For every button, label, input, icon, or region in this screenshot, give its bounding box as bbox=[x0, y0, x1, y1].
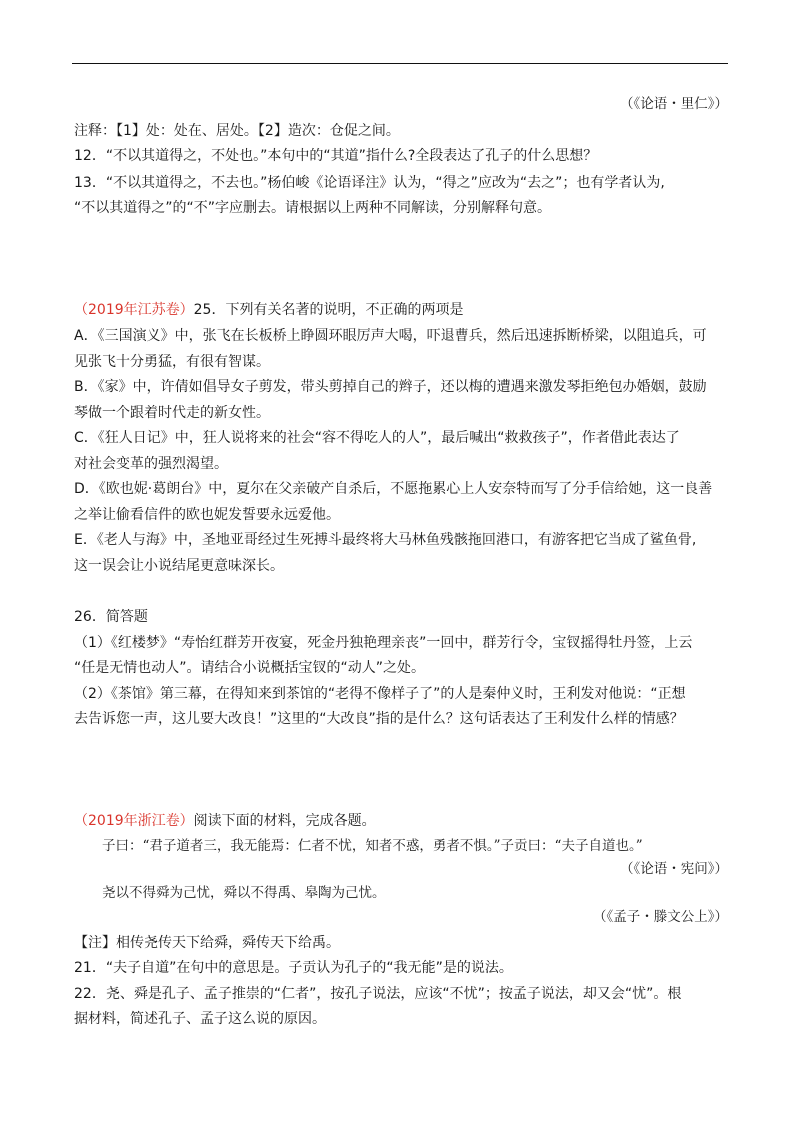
option-e-line2: 这一误会让小说结尾更意味深长。 bbox=[74, 558, 284, 574]
mencius-source: （《孟子・滕文公上》） bbox=[593, 909, 728, 925]
question-13-line2: “不以其道得之”的“不”字应删去。请根据以上两种不同解读，分别解释句意。 bbox=[74, 200, 552, 216]
question-25-stem: 25．下列有关名著的说明，不正确的两项是 bbox=[193, 302, 464, 318]
question-12: 12．“不以其道得之，不处也。”本句中的“其道”指什么?全段表达了孔子的什么思想？ bbox=[74, 148, 598, 164]
option-d-line1: D．《欧也妮·葛朗台》中，夏尔在父亲破产自杀后，不愿拖累心上人安奈特而写了分手信给她，这一良善 bbox=[74, 481, 713, 497]
question-26-2-line1: （2）《茶馆》第三幕，在得知来到茶馆的“老得不像样子了”的人是秦仲义时，王利发对他说：“正想 bbox=[74, 686, 686, 702]
question-22-line1: 22．尧、舜是孔子、孟子推崇的“仁者”，按孔子说法，应该“不忧”；按孟子说法，却又会“忧”。根 bbox=[74, 986, 682, 1002]
option-c-line1: C．《狂人日记》中，狂人说将来的社会“容不得吃人的人”，最后喊出“救救孩子”，作者借此表达了 bbox=[74, 430, 680, 446]
source-citation: （《论语・里仁》） bbox=[620, 96, 728, 112]
zhejiang-intro-text: 阅读下面的材料，完成各题。 bbox=[193, 813, 376, 829]
zhejiang-note: 【注】相传尧传天下给舜，舜传天下给禹。 bbox=[74, 935, 340, 951]
question-26-title: 26．简答题 bbox=[74, 609, 148, 625]
analects-quote: 子曰：“君子道者三，我无能焉：仁者不忧，知者不惑，勇者不惧。”子贡曰：“夫子自道也。” bbox=[102, 838, 643, 854]
option-d-line2: 之举让偷看信件的欧也妮发誓要永远爱他。 bbox=[74, 507, 340, 523]
jiangsu-question-25 bbox=[74, 300, 728, 320]
exam-source-tag: （2019年浙江卷） bbox=[74, 813, 194, 829]
question-26-2-line2: 去告诉您一声，这儿要大改良！”这里的“大改良”指的是什么？这句话表达了王利发什么样的情感？ bbox=[74, 711, 684, 727]
option-e-line1: E．《老人与海》中，圣地亚哥经过生死搏斗最终将大马林鱼残骸拖回港口，有游客把它当成了鲨鱼骨, bbox=[74, 532, 697, 548]
option-b-line2: 琴做一个跟着时代走的新女性。 bbox=[74, 405, 270, 421]
header-rule bbox=[72, 63, 728, 64]
question-26-1-line1: （1）《红楼梦》“寿怡红群芳开夜宴，死金丹独艳理亲丧”一回中，群芳行令，宝钗摇得牡丹签，上云 bbox=[74, 635, 693, 651]
question-13-line1: 13．“不以其道得之，不去也。”杨伯峻《论语译注》认为，“得之”应改为“去之”；也有学者认为, bbox=[74, 175, 665, 191]
exam-source-tag: （2019年江苏卷） bbox=[74, 302, 194, 318]
analects-source: （《论语・宪问》） bbox=[620, 861, 728, 877]
mencius-quote: 尧以不得舜为己忧，舜以不得禹、皋陶为己忧。 bbox=[102, 885, 386, 901]
question-26-1-line2: “任是无情也动人”。请结合小说概括宝钗的“动人”之处。 bbox=[74, 660, 426, 676]
option-a-line2: 见张飞十分勇猛，有很有智谋。 bbox=[74, 354, 270, 370]
option-b-line1: B．《家》中，许倩如倡导女子剪发，带头剪掉自己的辫子，还以梅的遭遇来激发琴拒绝包办婚姻，鼓励 bbox=[74, 379, 707, 395]
annotation-note: 注释：【1】处：处在、居处。【2】造次：仓促之间。 bbox=[74, 123, 400, 139]
option-a-line1: A．《三国演义》中，张飞在长板桥上睁圆环眼厉声大喝，吓退曹兵，然后迅速拆断桥梁，以阻追兵，可 bbox=[74, 328, 707, 344]
question-21: 21．“夫子自道”在句中的意思是。子贡认为孔子的“我无能”是的说法。 bbox=[74, 960, 513, 976]
option-c-line2: 对社会变革的强烈渴望。 bbox=[74, 456, 228, 472]
question-22-line2: 据材料，简述孔子、孟子这么说的原因。 bbox=[74, 1011, 326, 1027]
zhejiang-intro bbox=[74, 811, 728, 831]
